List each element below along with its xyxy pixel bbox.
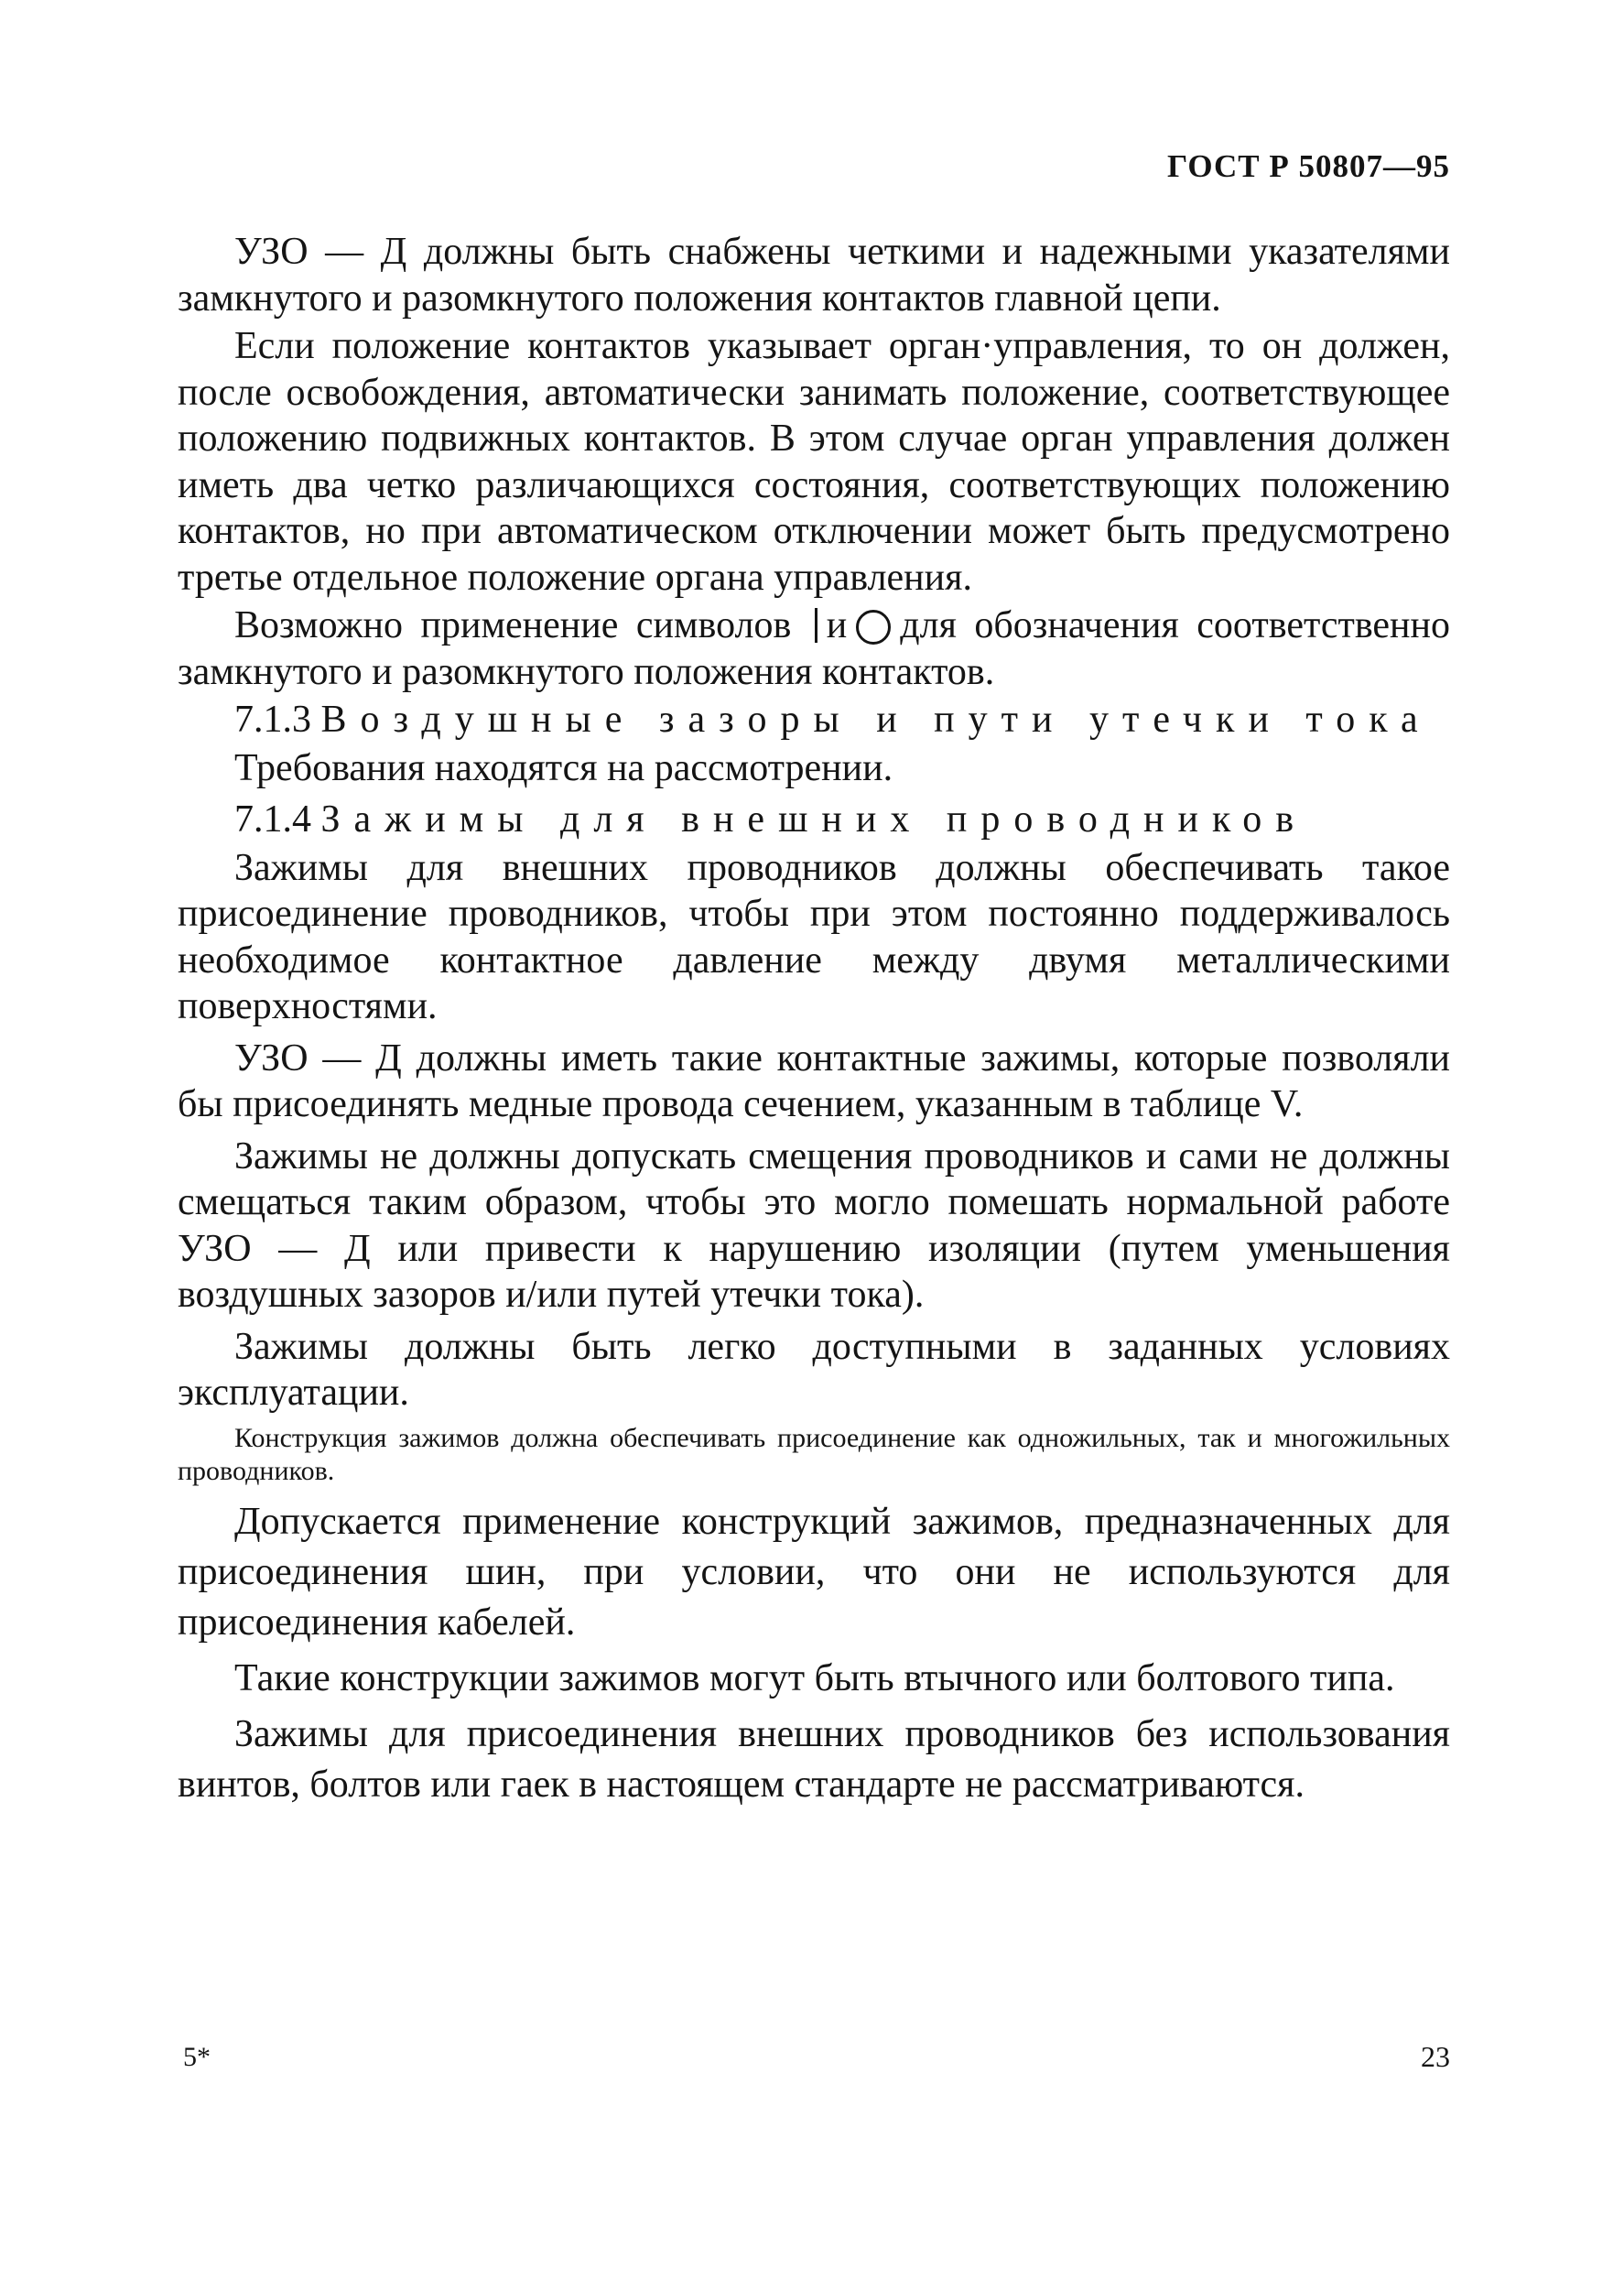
page-number: 23	[1421, 2040, 1450, 2073]
paragraph-symbols	[178, 602, 1450, 695]
section-heading-7-1-3	[178, 697, 1450, 743]
closed-position-symbol-icon	[815, 608, 817, 643]
section-number: 7.1.4	[234, 798, 311, 841]
paragraph-text: и	[826, 604, 848, 646]
paragraph: Требования находятся на рассмотрении.	[234, 746, 893, 789]
paragraph-text: Возможно применение символов	[234, 604, 792, 646]
paragraph: Зажимы для внешних проводников должны обеспечивать такое присоединение проводников, чтобы при этом постоянно поддерживалось необходимое контактное давление между двумя металлическими поверхностями.	[178, 846, 1450, 1027]
section-title: Зажимы для внешних проводников	[320, 798, 1308, 841]
document-body	[178, 229, 1450, 1812]
paragraph-text: для обозначения соответственно замкнутого и разомкнутого положения контактов.	[178, 604, 1450, 693]
section-number: 7.1.3	[234, 699, 311, 741]
signature-mark: 5*	[183, 2042, 211, 2072]
paragraph: Зажимы должны быть легко доступными в заданных условиях эксплуатации.	[178, 1325, 1450, 1414]
paragraph: УЗО — Д должны быть снабжены четкими и надежными указателями замкнутого и разомкнутого положения контактов главной цепи.	[178, 231, 1450, 320]
document-code: ГОСТ Р 50807—95	[1166, 148, 1450, 184]
section-heading-7-1-4	[178, 797, 1450, 843]
note-text: Конструкция зажимов должна обеспечивать присоединение как одножильных, так и многожильных проводников.	[178, 1422, 1450, 1486]
paragraph: УЗО — Д должны иметь такие контактные зажимы, которые позволяли бы присоединять медные провода сечением, указанным в таблице V.	[178, 1036, 1450, 1125]
paragraph: Допускается применение конструкций зажимов, предназначенных для присоединения шин, при условии, что они не используются для присоединения кабелей.	[178, 1500, 1450, 1644]
paragraph: Зажимы не должны допускать смещения проводников и сами не должны смещаться таким образом, чтобы это могло помешать нормальной работе УЗО — Д или привести к нарушению изоляции (путем уменьшения воздушных зазоров и/или путей утечки тока).	[178, 1134, 1450, 1316]
paragraph: Такие конструкции зажимов могут быть втычного или болтового типа.	[234, 1656, 1395, 1699]
section-title: Воздушные зазоры и пути утечки тока	[320, 699, 1432, 741]
open-position-symbol-icon	[856, 610, 891, 645]
paragraph: Если положение контактов указывает орган·управления, то он должен, после освобождения, автоматически занимать положение, соответствующее положению подвижных контактов. В этом случае орган управления должен иметь два четко различающихся состояния, соответствующих положению контактов, но при автоматическом отключении может быть предусмотрено третье отдельное положение органа управления.	[178, 325, 1450, 599]
paragraph: Зажимы для присоединения внешних проводников без использования винтов, болтов или гаек в настоящем стандарте не рассматриваются.	[178, 1712, 1450, 1806]
